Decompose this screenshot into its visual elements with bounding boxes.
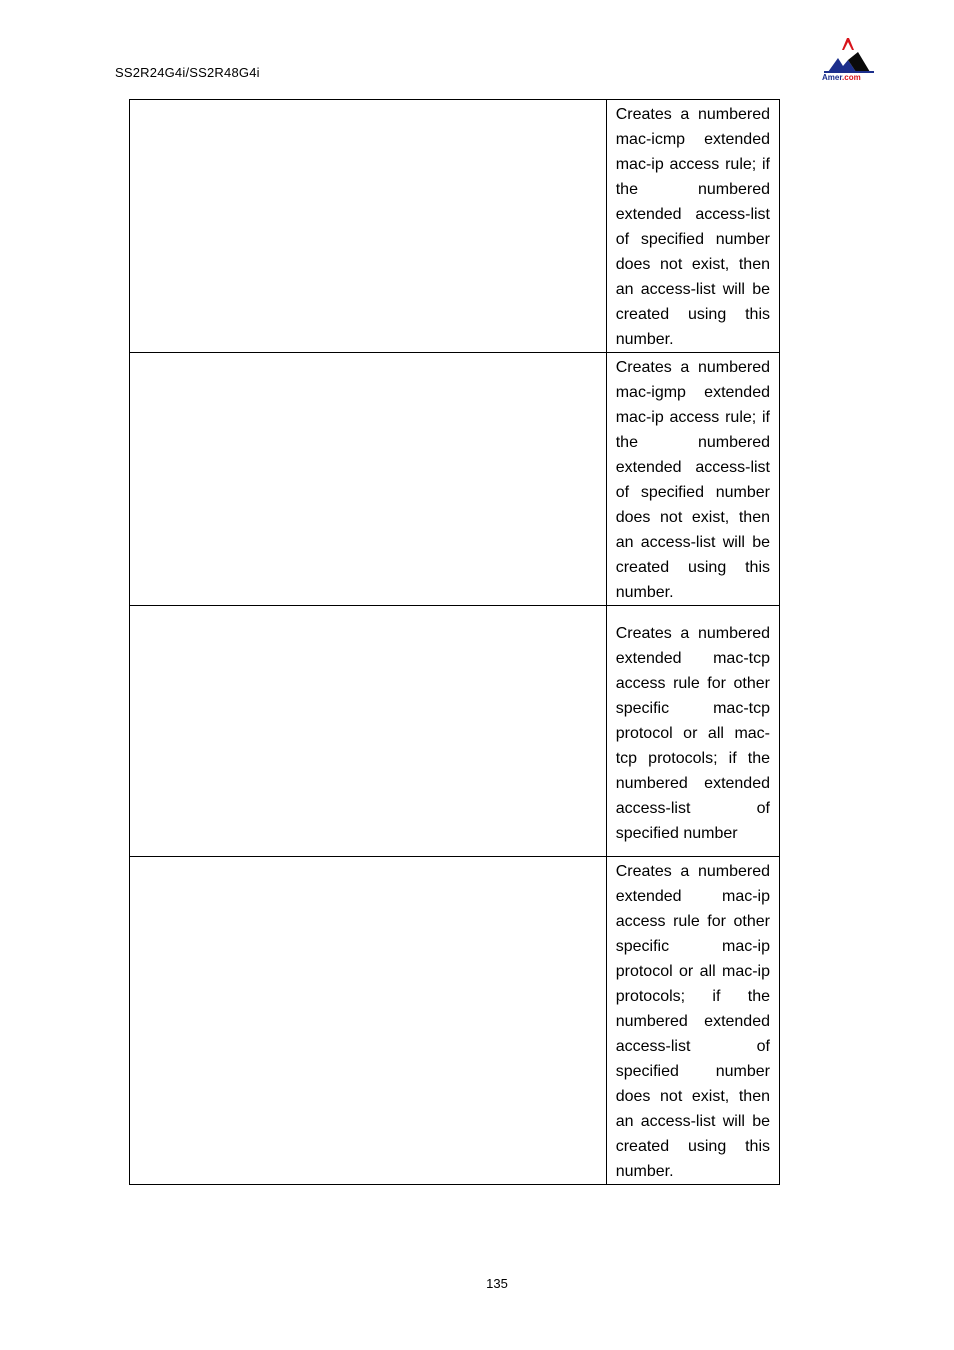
table-row (130, 100, 780, 353)
description-text: Creates a numbered extended mac-tcp access rule for other specific mac-tcp protocol or all mac-tcp protocols; if the numbered extended access-list of specified number (615, 625, 770, 842)
description-text: Creates a numbered mac-icmp extended mac-ip access rule; if the numbered extended access-list of specified number does not exist, then an access-list will be created using this number. (615, 106, 770, 348)
command-description-table (129, 99, 780, 1185)
page-number: 135 (486, 1276, 508, 1291)
description-cell (606, 857, 779, 1185)
table-row (130, 857, 780, 1185)
description-text: Creates a numbered extended mac-ip access rule for other specific mac-ip protocol or all mac-ip protocols; if the numbered extended access-list of specified number does not exist, then an access-list will be created using this number. (615, 863, 770, 1180)
description-cell (606, 606, 779, 857)
amer-logo (818, 36, 878, 82)
command-cell (130, 857, 607, 1185)
document-header-model: SS2R24G4i/SS2R48G4i (115, 65, 260, 80)
command-cell (130, 353, 607, 606)
svg-text:Amer.com: Amer.com (822, 73, 861, 82)
command-cell (130, 606, 607, 857)
description-cell (606, 353, 779, 606)
command-cell (130, 100, 607, 353)
table-row (130, 353, 780, 606)
table-row (130, 606, 780, 857)
description-text: Creates a numbered mac-igmp extended mac-ip access rule; if the numbered extended access-list of specified number does not exist, then an access-list will be created using this number. (615, 359, 770, 601)
description-cell (606, 100, 779, 353)
